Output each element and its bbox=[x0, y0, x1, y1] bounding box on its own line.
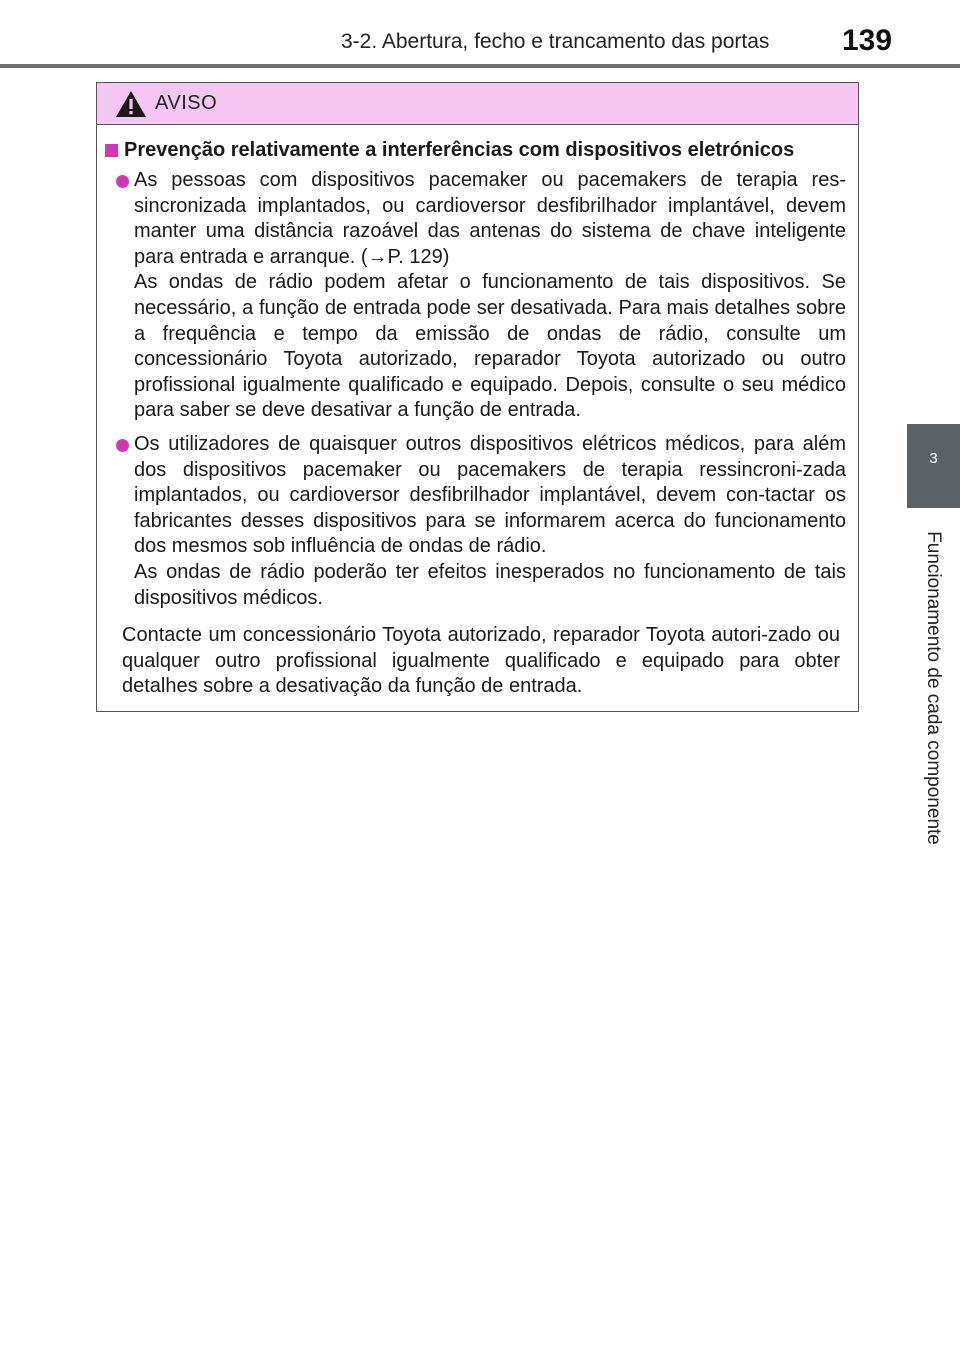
chapter-number: 3 bbox=[929, 450, 938, 467]
square-bullet-icon bbox=[105, 144, 118, 157]
closing-paragraph: Contacte um concessionário Toyota autorizado, reparador Toyota autori-zado ou qualquer outro profissional igualmente qualificado e equipado para obter detalhes sobre a desativação da função de entrada. bbox=[122, 624, 840, 698]
circle-bullet-icon bbox=[116, 439, 129, 452]
section-title: 3-2. Abertura, fecho e trancamento das portas bbox=[341, 30, 770, 53]
warning-box bbox=[96, 82, 859, 712]
paragraph: As ondas de rádio poderão ter efeitos inesperados no funcionamento de tais dispositivos médicos. bbox=[134, 560, 846, 609]
paragraph: Os utilizadores de quaisquer outros dispositivos elétricos médicos, para além dos dispositivos pacemaker ou pacemakers de terapia ressincroni-zada implantados, ou cardioversor desfibrilhador implantável, devem con-tactar os fabricantes desses dispositivos para se informarem acerca do funcionamento dos mesmos sob influência de ondas de rádio. bbox=[134, 432, 846, 558]
header-rule bbox=[0, 64, 960, 68]
chapter-label: Funcionamento de cada componente bbox=[923, 531, 944, 845]
list-item bbox=[105, 168, 846, 424]
circle-bullet-icon bbox=[116, 175, 129, 188]
warning-header bbox=[97, 83, 858, 125]
chapter-tab bbox=[907, 424, 960, 508]
warning-body bbox=[97, 125, 858, 700]
list-item bbox=[105, 432, 846, 611]
section-heading-text: Prevenção relativamente a interferências com dispositivos eletrónicos bbox=[124, 139, 795, 161]
warning-triangle-icon bbox=[115, 90, 147, 118]
paragraph: As ondas de rádio podem afetar o funcionamento de tais dispositivos. Se necessário, a função de entrada pode ser desativada. Para mais detalhes sobre a frequência e tempo da emissão de ondas de rádio, consulte um concessionário Toyota autorizado, reparador Toyota autorizado ou outro profissional igualmente qualificado e equipado. Depois, consulte o seu médico para saber se deve desativar a função de entrada. bbox=[134, 271, 846, 422]
warning-title: AVISO bbox=[155, 92, 218, 114]
section-heading bbox=[105, 139, 846, 162]
paragraph: As pessoas com dispositivos pacemaker ou pacemakers de terapia res-sincronizada implantados, ou cardioversor desfibrilhador implantável, devem manter uma distância razoável das antenas do sistema de chave inteligente para entrada e arranque. (→P. 129) bbox=[134, 169, 846, 268]
page-number: 139 bbox=[842, 24, 893, 57]
